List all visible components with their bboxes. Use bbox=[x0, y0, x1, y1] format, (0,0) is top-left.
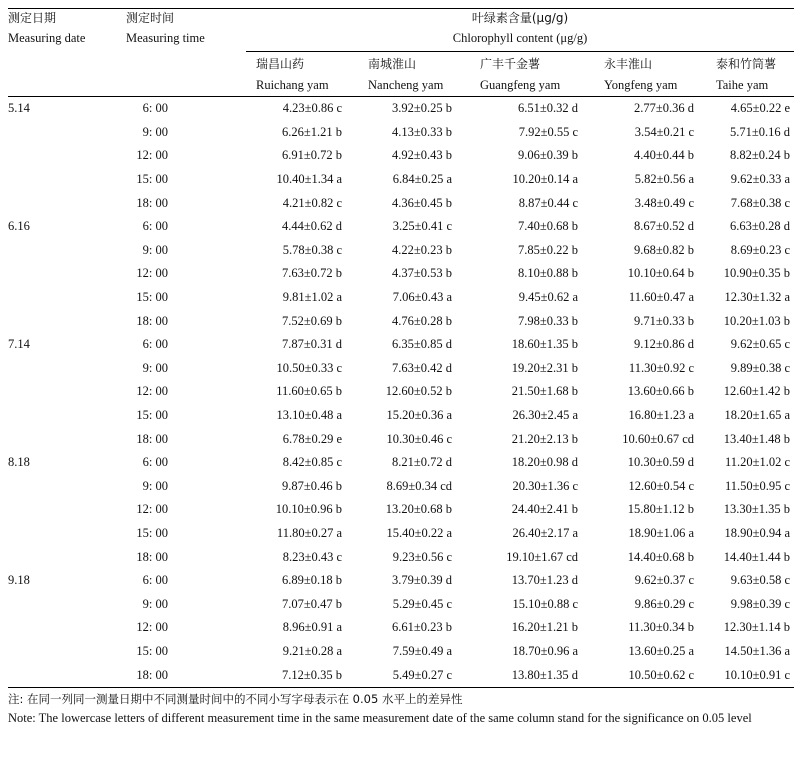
cell-value: 7.63±0.42 d bbox=[392, 360, 452, 375]
cell-time: 9: 00 bbox=[142, 124, 168, 139]
cell-time: 15: 00 bbox=[136, 525, 168, 540]
table-row bbox=[8, 309, 794, 333]
cell-value: 11.50±0.95 c bbox=[724, 478, 791, 493]
cell-value: 6.26±1.21 b bbox=[282, 124, 342, 139]
cell-value: 10.50±0.62 c bbox=[594, 663, 706, 687]
cell-value: 10.10±0.96 b bbox=[275, 502, 342, 517]
cell-time: 6: 00 bbox=[142, 455, 168, 470]
cell-value: 4.22±0.23 b bbox=[392, 242, 452, 257]
cell-date bbox=[8, 121, 126, 145]
table-row bbox=[8, 239, 794, 263]
cell-value: 18.70±0.96 a bbox=[512, 643, 578, 658]
cell-date bbox=[8, 380, 126, 404]
cell-value: 10.10±0.64 b bbox=[627, 266, 694, 281]
cell-time: 6: 00 bbox=[142, 219, 168, 234]
cell-value: 9.89±0.38 c bbox=[730, 360, 791, 375]
cell-value: 21.50±1.68 b bbox=[511, 384, 578, 399]
cell-value: 26.40±2.17 a bbox=[512, 525, 578, 540]
cell-value: 6.63±0.28 d bbox=[730, 219, 791, 234]
cell-value: 5.82±0.56 a bbox=[634, 172, 694, 187]
cell-value: 13.40±1.48 b bbox=[723, 431, 791, 446]
cell-date bbox=[8, 663, 126, 687]
cell-value: 8.10±0.88 b bbox=[518, 266, 578, 281]
table-body bbox=[8, 97, 794, 688]
cell-date bbox=[8, 545, 126, 569]
cell-time: 9: 00 bbox=[142, 478, 168, 493]
cell-value: 19.10±1.67 cd bbox=[506, 549, 578, 564]
cell-value: 7.06±0.43 a bbox=[392, 290, 452, 305]
cell-value: 5.71±0.16 d bbox=[730, 124, 791, 139]
cell-value: 4.65±0.22 e bbox=[730, 101, 791, 116]
cell-value: 11.30±0.34 b bbox=[628, 620, 694, 635]
table-row bbox=[8, 262, 794, 286]
table-row bbox=[8, 191, 794, 215]
cell-time: 12: 00 bbox=[136, 384, 168, 399]
header-content-en: Chlorophyll content (μg/g) bbox=[246, 31, 794, 52]
cell-value: 10.20±1.03 b bbox=[723, 313, 791, 328]
cell-date bbox=[8, 427, 126, 451]
table-row bbox=[8, 427, 794, 451]
cell-date bbox=[8, 404, 126, 428]
cell-value: 15.80±1.12 b bbox=[627, 502, 694, 517]
header-date-en: Measuring date bbox=[8, 31, 86, 45]
cell-value: 8.69±0.34 cd bbox=[386, 478, 452, 493]
cell-value: 4.36±0.45 b bbox=[392, 195, 452, 210]
variety-taihe-en: Taihe yam bbox=[706, 74, 794, 97]
cell-value: 9.86±0.29 c bbox=[634, 596, 694, 611]
cell-value: 7.85±0.22 b bbox=[518, 242, 578, 257]
cell-value: 6.89±0.18 b bbox=[282, 573, 342, 588]
cell-value: 8.82±0.24 b bbox=[730, 148, 791, 163]
cell-value: 4.13±0.33 b bbox=[392, 124, 452, 139]
table-row bbox=[8, 144, 794, 168]
cell-value: 8.87±0.44 c bbox=[518, 195, 578, 210]
cell-value: 5.29±0.45 c bbox=[392, 596, 452, 611]
cell-value: 5.49±0.27 c bbox=[358, 663, 470, 687]
cell-value: 3.79±0.39 d bbox=[392, 573, 452, 588]
variety-ruichang-zh: 瑞昌山药 bbox=[256, 56, 305, 71]
cell-time: 15: 00 bbox=[136, 643, 168, 658]
note-en: Note: The lowercase letters of different measurement time in the same measurement date of the same column stand for the significance on 0.05 level bbox=[8, 711, 752, 725]
cell-value: 20.30±1.36 c bbox=[512, 478, 578, 493]
cell-date bbox=[8, 191, 126, 215]
header-time-zh: 测定时间 bbox=[126, 9, 246, 32]
cell-value: 13.10±0.48 a bbox=[276, 408, 342, 423]
cell-value: 10.30±0.59 d bbox=[627, 455, 694, 470]
cell-value: 12.30±1.14 b bbox=[723, 620, 791, 635]
cell-value: 9.06±0.39 b bbox=[518, 148, 578, 163]
cell-value: 12.60±0.54 c bbox=[628, 478, 694, 493]
cell-date bbox=[8, 592, 126, 616]
cell-date: 8.18 bbox=[8, 455, 30, 470]
table-row bbox=[8, 215, 794, 239]
cell-date bbox=[8, 144, 126, 168]
variety-nancheng-zh: 南城淮山 bbox=[368, 56, 417, 71]
cell-value: 9.21±0.28 a bbox=[282, 643, 342, 658]
cell-value: 7.40±0.68 b bbox=[518, 219, 578, 234]
cell-value: 9.71±0.33 b bbox=[634, 313, 694, 328]
table-row bbox=[8, 522, 794, 546]
cell-value: 9.63±0.58 c bbox=[730, 573, 791, 588]
cell-value: 9.98±0.39 c bbox=[730, 596, 791, 611]
cell-value: 4.21±0.82 c bbox=[282, 195, 342, 210]
cell-time: 12: 00 bbox=[136, 266, 168, 281]
cell-value: 6.84±0.25 a bbox=[392, 172, 452, 187]
cell-time: 15: 00 bbox=[136, 172, 168, 187]
cell-value: 14.50±1.36 a bbox=[724, 643, 791, 658]
cell-value: 7.07±0.47 b bbox=[282, 596, 342, 611]
cell-date bbox=[8, 239, 126, 263]
header-content-zh: 叶绿素含量(μg/g) bbox=[246, 9, 794, 32]
table-row bbox=[8, 333, 794, 357]
note-zh: 注: 在同一列同一测量日期中不同测量时间中的不同小写字母表示在 0.05 水平上的差异性 bbox=[8, 692, 463, 706]
table-row bbox=[8, 404, 794, 428]
cell-value: 9.62±0.65 c bbox=[730, 337, 791, 352]
cell-value: 9.23±0.56 c bbox=[392, 549, 452, 564]
cell-time: 15: 00 bbox=[136, 408, 168, 423]
cell-value: 11.30±0.92 c bbox=[628, 360, 694, 375]
cell-value: 7.52±0.69 b bbox=[282, 313, 342, 328]
variety-ruichang-en: Ruichang yam bbox=[246, 74, 358, 97]
variety-yongfeng-en: Yongfeng yam bbox=[594, 74, 706, 97]
cell-time: 12: 00 bbox=[136, 502, 168, 517]
cell-date: 5.14 bbox=[8, 101, 30, 116]
cell-value: 9.68±0.82 b bbox=[634, 242, 694, 257]
cell-date: 9.18 bbox=[8, 573, 30, 588]
cell-date bbox=[8, 168, 126, 192]
cell-value: 7.87±0.31 d bbox=[282, 337, 342, 352]
table-row bbox=[8, 168, 794, 192]
cell-value: 13.70±1.23 d bbox=[511, 573, 578, 588]
cell-value: 6.78±0.29 e bbox=[282, 431, 342, 446]
cell-value: 24.40±2.41 b bbox=[511, 502, 578, 517]
header-time-en: Measuring time bbox=[126, 31, 205, 45]
cell-value: 6.35±0.85 d bbox=[392, 337, 452, 352]
cell-value: 8.96±0.91 a bbox=[282, 620, 342, 635]
cell-value: 7.12±0.35 b bbox=[246, 663, 358, 687]
cell-value: 18.20±1.65 a bbox=[724, 408, 791, 423]
table-row bbox=[8, 569, 794, 593]
cell-value: 13.80±1.35 d bbox=[470, 663, 594, 687]
cell-value: 9.81±1.02 a bbox=[282, 290, 342, 305]
cell-value: 13.30±1.35 b bbox=[723, 502, 791, 517]
cell-value: 7.59±0.49 a bbox=[392, 643, 452, 658]
cell-time: 6: 00 bbox=[142, 573, 168, 588]
cell-time: 9: 00 bbox=[142, 596, 168, 611]
cell-value: 4.92±0.43 b bbox=[392, 148, 452, 163]
cell-value: 10.50±0.33 c bbox=[276, 360, 342, 375]
cell-value: 15.40±0.22 a bbox=[386, 525, 452, 540]
cell-value: 9.62±0.37 c bbox=[634, 573, 694, 588]
cell-value: 5.78±0.38 c bbox=[282, 242, 342, 257]
variety-guangfeng-zh: 广丰千金薯 bbox=[480, 56, 541, 71]
cell-time: 6: 00 bbox=[142, 101, 168, 116]
cell-value: 18.20±0.98 d bbox=[511, 455, 578, 470]
cell-value: 9.62±0.33 a bbox=[730, 172, 791, 187]
cell-date bbox=[8, 309, 126, 333]
cell-value: 3.48±0.49 c bbox=[634, 195, 694, 210]
table-row bbox=[8, 357, 794, 381]
cell-value: 12.60±1.42 b bbox=[723, 384, 791, 399]
cell-value: 11.20±1.02 c bbox=[724, 455, 791, 470]
cell-value: 4.40±0.44 b bbox=[634, 148, 694, 163]
cell-value: 4.23±0.86 c bbox=[282, 101, 342, 116]
cell-value: 8.69±0.23 c bbox=[730, 242, 791, 257]
cell-value: 14.40±0.68 b bbox=[627, 549, 694, 564]
cell-value: 15.20±0.36 a bbox=[386, 408, 452, 423]
cell-time: 12: 00 bbox=[136, 620, 168, 635]
cell-date: 6.16 bbox=[8, 219, 30, 234]
cell-time: 18: 00 bbox=[126, 663, 246, 687]
chlorophyll-table bbox=[8, 8, 794, 688]
cell-date bbox=[8, 262, 126, 286]
cell-date bbox=[8, 286, 126, 310]
cell-value: 11.60±0.65 b bbox=[276, 384, 342, 399]
cell-value: 3.54±0.21 c bbox=[634, 124, 694, 139]
cell-value: 3.92±0.25 b bbox=[392, 101, 452, 116]
cell-value: 9.45±0.62 a bbox=[518, 290, 578, 305]
cell-date bbox=[8, 475, 126, 499]
cell-value: 7.92±0.55 c bbox=[518, 124, 578, 139]
cell-value: 8.21±0.72 d bbox=[392, 455, 452, 470]
cell-value: 7.68±0.38 c bbox=[730, 195, 791, 210]
cell-value: 11.80±0.27 a bbox=[276, 525, 342, 540]
cell-time: 12: 00 bbox=[136, 148, 168, 163]
cell-value: 7.63±0.72 b bbox=[282, 266, 342, 281]
cell-value: 26.30±2.45 a bbox=[512, 408, 578, 423]
variety-taihe-zh: 泰和竹筒薯 bbox=[716, 56, 777, 71]
table-row bbox=[8, 640, 794, 664]
cell-value: 8.67±0.52 d bbox=[634, 219, 694, 234]
cell-date bbox=[8, 522, 126, 546]
cell-value: 10.20±0.14 a bbox=[512, 172, 578, 187]
table-row bbox=[8, 475, 794, 499]
cell-date bbox=[8, 357, 126, 381]
cell-value: 13.60±0.66 b bbox=[627, 384, 694, 399]
table-row bbox=[8, 97, 794, 121]
table-row bbox=[8, 380, 794, 404]
cell-value: 9.12±0.86 d bbox=[634, 337, 694, 352]
cell-time: 15: 00 bbox=[136, 290, 168, 305]
cell-value: 12.60±0.52 b bbox=[385, 384, 452, 399]
table-notes bbox=[8, 690, 794, 728]
cell-time: 9: 00 bbox=[142, 360, 168, 375]
variety-yongfeng-zh: 永丰淮山 bbox=[604, 56, 653, 71]
cell-value: 8.42±0.85 c bbox=[282, 455, 342, 470]
cell-value: 14.40±1.44 b bbox=[723, 549, 791, 564]
table-row bbox=[8, 545, 794, 569]
table-row bbox=[8, 451, 794, 475]
cell-value: 13.60±0.25 a bbox=[628, 643, 694, 658]
cell-value: 18.90±0.94 a bbox=[724, 525, 791, 540]
cell-value: 16.80±1.23 a bbox=[628, 408, 694, 423]
cell-value: 6.61±0.23 b bbox=[392, 620, 452, 635]
table-row bbox=[8, 616, 794, 640]
cell-date: 7.14 bbox=[8, 337, 30, 352]
cell-value: 13.20±0.68 b bbox=[385, 502, 452, 517]
cell-value: 10.90±0.35 b bbox=[723, 266, 791, 281]
cell-value: 4.44±0.62 d bbox=[282, 219, 342, 234]
cell-value: 4.37±0.53 b bbox=[392, 266, 452, 281]
cell-time: 18: 00 bbox=[136, 195, 168, 210]
cell-value: 10.30±0.46 c bbox=[386, 431, 452, 446]
table-row bbox=[8, 121, 794, 145]
cell-time: 18: 00 bbox=[136, 431, 168, 446]
cell-date bbox=[8, 640, 126, 664]
cell-value: 6.91±0.72 b bbox=[282, 148, 342, 163]
cell-value: 21.20±2.13 b bbox=[511, 431, 578, 446]
cell-value: 16.20±1.21 b bbox=[511, 620, 578, 635]
cell-date bbox=[8, 616, 126, 640]
cell-value: 19.20±2.31 b bbox=[511, 360, 578, 375]
cell-value: 2.77±0.36 d bbox=[634, 101, 694, 116]
cell-value: 4.76±0.28 b bbox=[392, 313, 452, 328]
cell-time: 18: 00 bbox=[136, 549, 168, 564]
cell-value: 10.60±0.67 cd bbox=[622, 431, 694, 446]
cell-value: 15.10±0.88 c bbox=[512, 596, 578, 611]
cell-time: 6: 00 bbox=[142, 337, 168, 352]
cell-value: 10.10±0.91 c bbox=[706, 663, 794, 687]
cell-time: 9: 00 bbox=[142, 242, 168, 257]
cell-value: 18.90±1.06 a bbox=[628, 525, 694, 540]
cell-value: 18.60±1.35 b bbox=[511, 337, 578, 352]
variety-nancheng-en: Nancheng yam bbox=[358, 74, 470, 97]
cell-date bbox=[8, 498, 126, 522]
variety-guangfeng-en: Guangfeng yam bbox=[470, 74, 594, 97]
cell-value: 6.51±0.32 d bbox=[518, 101, 578, 116]
cell-value: 8.23±0.43 c bbox=[282, 549, 342, 564]
cell-value: 7.98±0.33 b bbox=[518, 313, 578, 328]
table-row bbox=[8, 663, 794, 687]
table-row bbox=[8, 498, 794, 522]
cell-value: 10.40±1.34 a bbox=[276, 172, 342, 187]
cell-value: 12.30±1.32 a bbox=[724, 290, 791, 305]
cell-value: 11.60±0.47 a bbox=[628, 290, 694, 305]
table-row bbox=[8, 592, 794, 616]
header-date-zh: 测定日期 bbox=[8, 9, 126, 32]
cell-value: 9.87±0.46 b bbox=[282, 478, 342, 493]
cell-value: 3.25±0.41 c bbox=[392, 219, 452, 234]
cell-time: 18: 00 bbox=[136, 313, 168, 328]
table-row bbox=[8, 286, 794, 310]
